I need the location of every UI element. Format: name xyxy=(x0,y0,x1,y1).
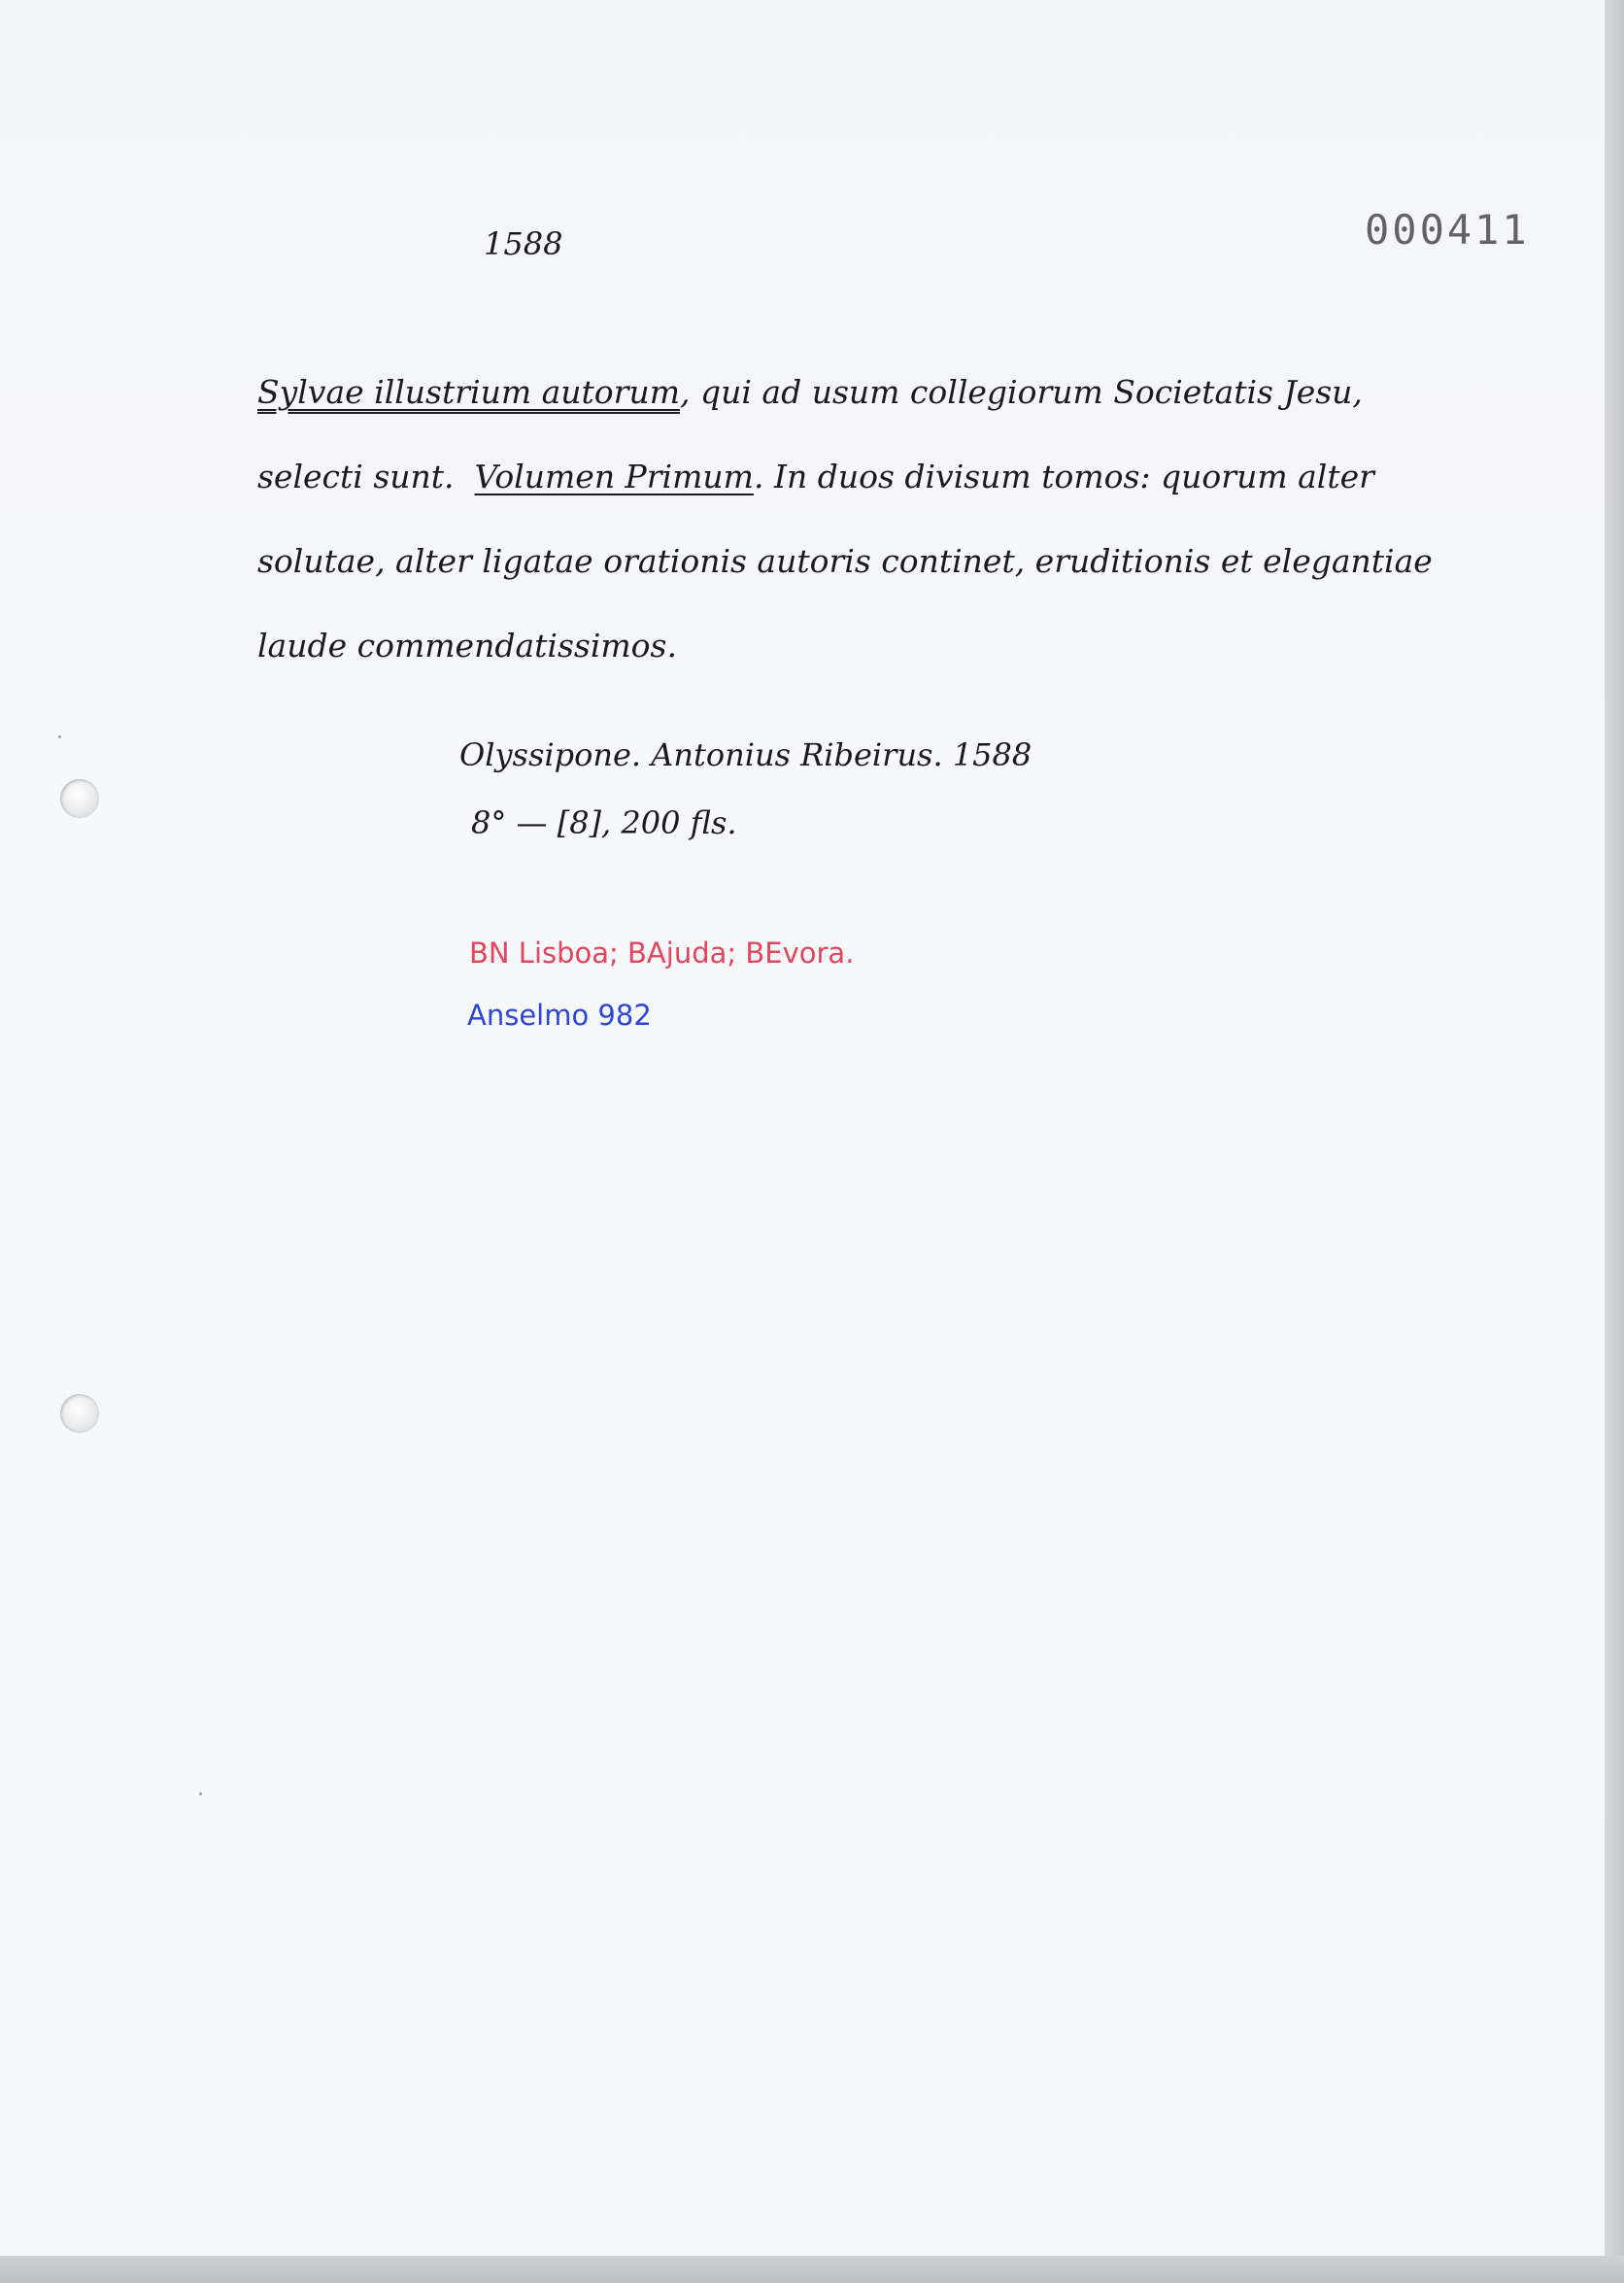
collation-line: 8° — [8], 200 fls. xyxy=(471,804,737,841)
holdings-note: BN Lisboa; BAjuda; BEvora. xyxy=(469,937,855,970)
entry-title: Sylvae illustrium autorum xyxy=(257,373,680,411)
bibliographic-reference: Anselmo 982 xyxy=(467,999,652,1032)
entry-line-2-start: selecti sunt. xyxy=(257,458,455,495)
accession-number-stamp: 000411 xyxy=(1365,206,1530,254)
entry-volume: Volumen Primum xyxy=(474,458,754,495)
page-right-edge xyxy=(1605,0,1624,2283)
paper-speck xyxy=(58,735,61,738)
imprint-line: Olyssipone. Antonius Ribeirus. 1588 xyxy=(459,736,1032,773)
publication-year: 1588 xyxy=(484,225,563,262)
entry-line-3: solutae, alter ligatae orationis autoris continet, eruditionis et elegantiae xyxy=(257,542,1433,580)
entry-line-2 xyxy=(257,434,1452,519)
entry-line-4: laude commendatissimos. xyxy=(257,627,677,664)
punch-hole-bottom xyxy=(60,1394,99,1433)
entry-line-2-rest: . In duos divisum tomos: quorum alter xyxy=(753,458,1374,495)
entry-line-1 xyxy=(257,350,1452,434)
entry-line-1-rest: , qui ad usum collegiorum Societatis Jesu, xyxy=(680,373,1363,411)
title-entry xyxy=(257,350,1452,688)
paper-speck xyxy=(199,1792,202,1795)
page-bottom-edge xyxy=(0,2256,1624,2283)
punch-hole-top xyxy=(60,779,99,818)
